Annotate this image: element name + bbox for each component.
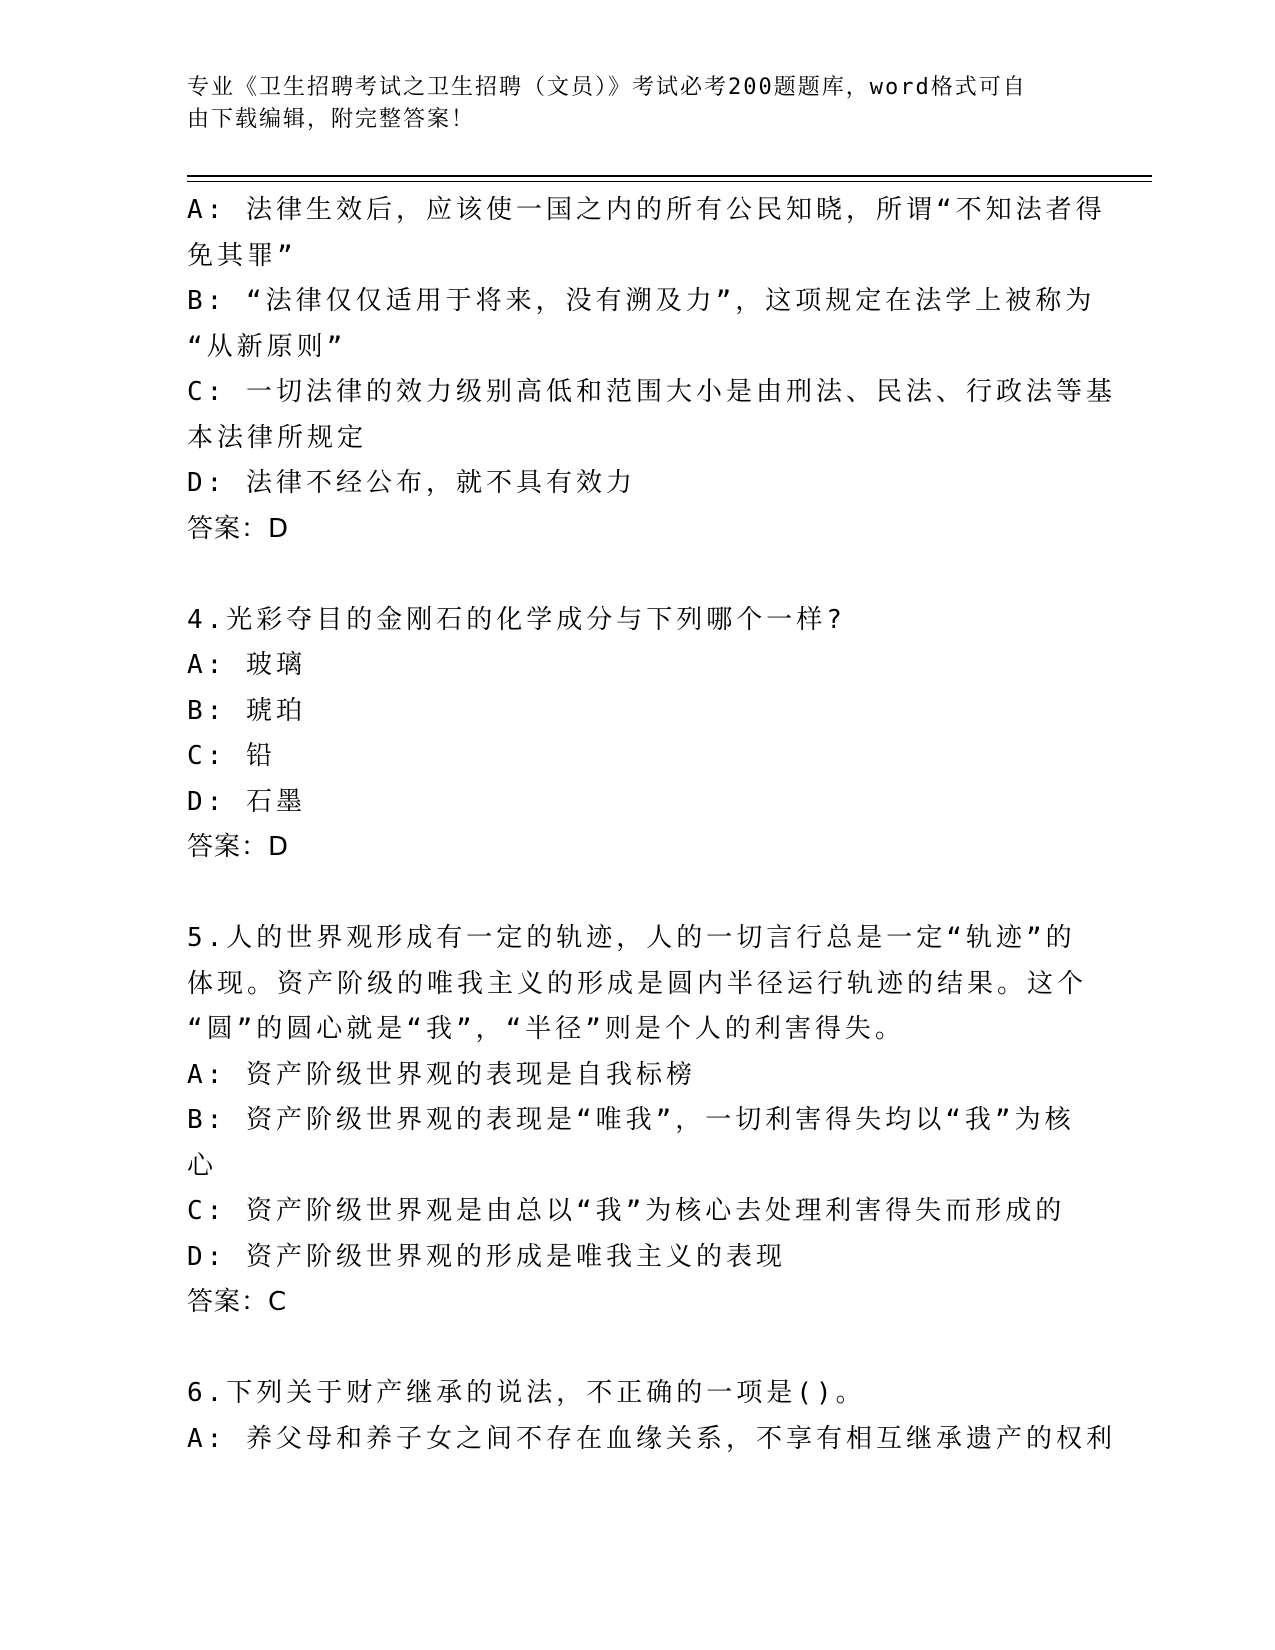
q3-option-a-line-1: A: 法律生效后，应该使一国之内的所有公民知晓，所谓“不知法者得 — [187, 195, 1106, 225]
q4-option-b: B: 琥珀 — [187, 695, 306, 726]
q5-answer: 答案：C — [187, 1287, 288, 1317]
q4-option-d: D: 石墨 — [187, 786, 306, 817]
q5-option-b-line-2: 心 — [187, 1150, 218, 1181]
q6-question: 6.下列关于财产继承的说法，不正确的一项是()。 — [187, 1378, 866, 1408]
q4-option-c: C: 铅 — [187, 741, 276, 771]
q5-option-b-line-1: B: 资产阶级世界观的表现是“唯我”，一切利害得失均以“我”为核 — [187, 1105, 1075, 1135]
question-4 — [187, 598, 1077, 871]
q4-question: 4.光彩夺目的金刚石的化学成分与下列哪个一样? — [187, 604, 846, 635]
q5-option-d: D: 资产阶级世界观的形成是唯我主义的表现 — [187, 1241, 786, 1272]
header-rule-thick — [187, 175, 1152, 177]
q5-question-line-1: 5.人的世界观形成有一定的轨迹，人的一切言行总是一定“轨迹”的 — [187, 923, 1076, 953]
question-6 — [187, 1371, 1116, 1462]
q5-option-a: A: 资产阶级世界观的表现是自我标榜 — [187, 1059, 696, 1090]
q3-option-d: D: 法律不经公布，就不具有效力 — [187, 468, 636, 498]
q5-option-c: C: 资产阶级世界观是由总以“我”为核心去处理利害得失而形成的 — [187, 1196, 1066, 1226]
q3-option-a-line-2: 免其罪” — [187, 240, 297, 271]
q3-option-b-line-1: B: “法律仅仅适用于将来，没有溯及力”，这项规定在法学上被称为 — [187, 286, 1096, 316]
q3-option-b-line-2: “从新原则” — [187, 331, 347, 362]
header-line-1: 专业《卫生招聘考试之卫生招聘（文员）》考试必考200题题库，word格式可自 — [187, 75, 1027, 100]
question-3 — [187, 188, 1116, 552]
q4-answer: 答案：D — [187, 832, 290, 862]
q5-question-line-3: “圆”的圆心就是“我”，“半径”则是个人的利害得失。 — [187, 1014, 905, 1044]
q4-option-a: A: 玻璃 — [187, 650, 306, 680]
spacer — [187, 552, 1077, 598]
question-list — [187, 188, 1116, 1462]
q3-option-c-line-2: 本法律所规定 — [187, 422, 368, 453]
spacer — [187, 871, 1077, 917]
q3-answer: 答案：D — [187, 513, 290, 544]
header-rule-thin — [187, 181, 1152, 182]
header-line-2: 由下载编辑，附完整答案！ — [187, 107, 476, 132]
q5-question-line-2: 体现。资产阶级的唯我主义的形成是圆内半径运行轨迹的结果。这个 — [187, 968, 1088, 999]
q3-option-c-line-1: C: 一切法律的效力级别高低和范围大小是由刑法、民法、行政法等基 — [187, 377, 1116, 407]
document-header — [187, 72, 1067, 136]
q6-option-a: A: 养父母和养子女之间不存在血缘关系，不享有相互继承遗产的权利 — [187, 1423, 1116, 1454]
question-5 — [187, 916, 1088, 1326]
spacer — [187, 1326, 1077, 1372]
